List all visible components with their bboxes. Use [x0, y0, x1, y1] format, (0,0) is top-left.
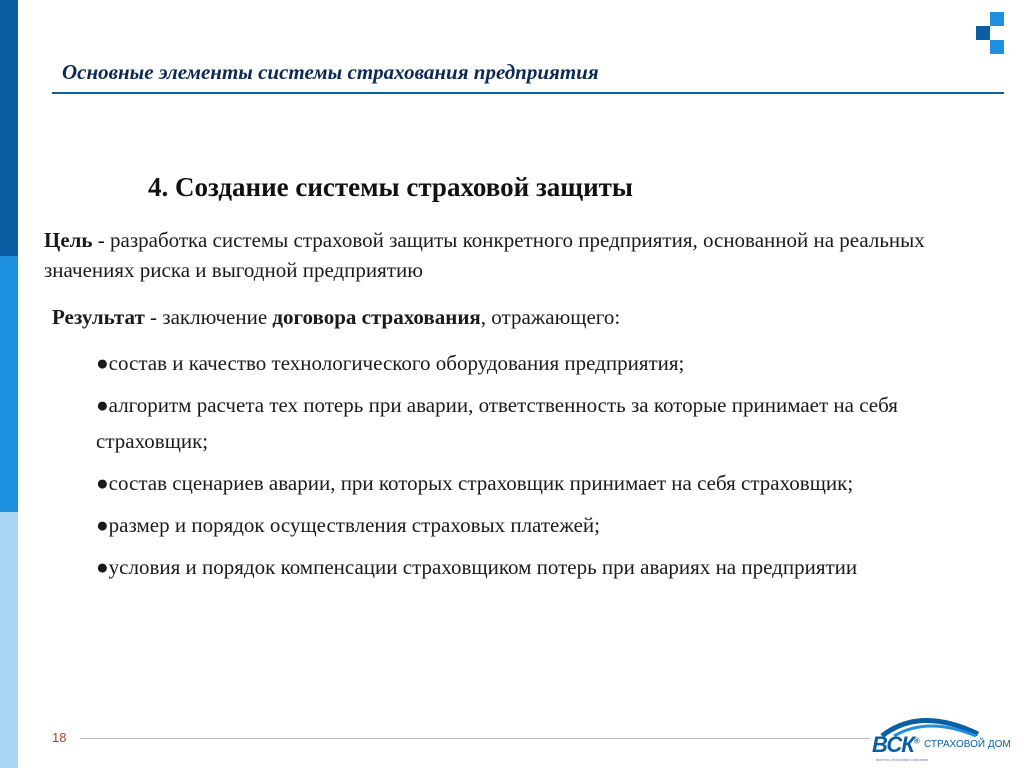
logo-registered-mark: ® — [913, 736, 919, 746]
left-band-light — [0, 512, 18, 768]
goal-text: - разработка системы страховой защиты конкретного предприятия, основанной на реальных значениях риска и выгодной предприятию — [44, 228, 925, 282]
result-paragraph — [52, 302, 982, 332]
left-band-dark — [0, 0, 18, 256]
goal-paragraph — [44, 225, 974, 285]
result-label: Результат — [52, 305, 145, 329]
bullet-item: ●состав и качество технологического оборудования предприятия; — [96, 351, 685, 375]
corner-square — [976, 26, 990, 40]
logo-brand — [872, 732, 919, 758]
corner-square — [990, 12, 1004, 26]
bullet-item: ●условия и порядок компенсации страховщиком потерь при авариях на предприятии — [96, 555, 858, 579]
bullet-list — [96, 345, 986, 591]
left-band-mid — [0, 256, 18, 512]
corner-square — [990, 40, 1004, 54]
page-number: 18 — [52, 730, 67, 745]
result-text-after: , отражающего: — [480, 305, 621, 329]
bullet-item: ●алгоритм расчета тех потерь при аварии, ответственность за которые принимает на себя страховщик; — [96, 393, 898, 453]
section-heading: 4. Создание системы страховой защиты — [148, 172, 633, 202]
footer-divider — [80, 738, 870, 739]
logo-brand-name: ВСК — [872, 732, 914, 757]
title-divider — [52, 92, 1004, 94]
goal-label: Цель — [44, 228, 93, 252]
result-text-before: - заключение — [144, 305, 273, 329]
result-emphasis: договора страхования — [272, 305, 481, 329]
bullet-item: ●размер и порядок осуществления страховых платежей; — [96, 513, 600, 537]
bullet-item: ●состав сценариев аварии, при которых страховщик принимает на себя страховщик; — [96, 471, 854, 495]
slide-title: Основные элементы системы страхования предприятия — [62, 60, 599, 84]
logo-subtitle: СТРАХОВОЙ ДОМ — [924, 739, 1011, 750]
company-logo — [872, 712, 1012, 764]
logo-tagline: военно-страховая компания — [876, 757, 929, 762]
